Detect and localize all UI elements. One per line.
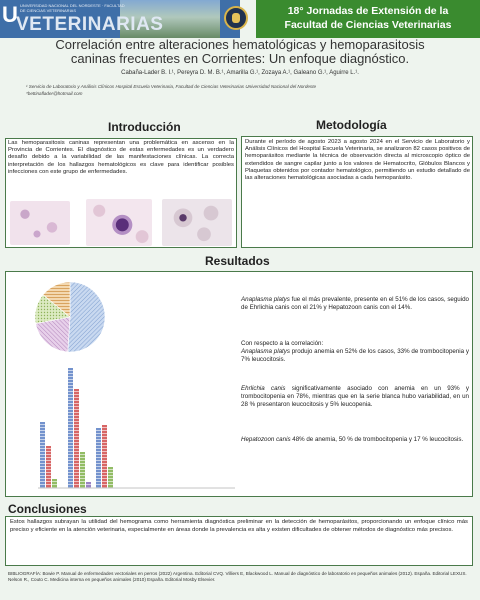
bar-1-2-seg — [80, 467, 85, 469]
banner-word: VETERINARIAS — [16, 14, 164, 35]
results-paragraph-4 — [241, 436, 469, 444]
bar-1-2-seg — [80, 476, 85, 478]
bar-1-2-seg — [80, 461, 85, 463]
bar-1-0-seg — [68, 455, 73, 457]
results-p2-intro: Con respecto a la correlación: — [241, 340, 324, 347]
species-anaplasma: Anaplasma platys — [241, 296, 290, 303]
bar-2-1-seg — [102, 470, 107, 472]
bar-1-0-seg — [68, 434, 73, 436]
results-paragraph-2 — [241, 340, 469, 363]
bar-2-0-seg — [96, 458, 101, 460]
bar-0-0-seg — [40, 467, 45, 469]
bar-0-0-seg — [40, 482, 45, 484]
bar-0-2-seg — [52, 482, 57, 484]
bar-1-1-seg — [74, 395, 79, 397]
bar-1-0-seg — [68, 404, 73, 406]
bar-0-1-seg — [46, 452, 51, 454]
bar-2-0-seg — [96, 443, 101, 445]
bar-2-0-seg — [96, 452, 101, 454]
bar-1-1-seg — [74, 413, 79, 415]
results-p2-text: produjo anemia en 52% de los casos, 33% de trombocitopenia y 7% leucocitosis. — [241, 347, 469, 363]
bar-1-1-seg — [74, 416, 79, 418]
event-title — [262, 4, 474, 32]
title-line-2: caninas frecuentes en Corrientes: Un enfoque diagnóstico. — [70, 51, 410, 66]
bar-1-0-seg — [68, 476, 73, 478]
bar-0-1-seg — [46, 485, 51, 487]
bar-2-1-seg — [102, 455, 107, 457]
bar-0-0-seg — [40, 434, 45, 436]
bar-0-0-seg — [40, 446, 45, 448]
bar-1-2-seg — [80, 470, 85, 472]
bar-1-0-seg — [68, 389, 73, 391]
bar-1-0-seg — [68, 467, 73, 469]
results-p3-text: significativamente asociado con anemia en un 93% y trombocitopenia en 78%, mientras que en la serie blanca hubo variabilidad, en un 28 % presentaron leucocitosis y 5% leucopenia. — [241, 385, 469, 408]
bar-1-1-seg — [74, 455, 79, 457]
bar-2-2-seg — [108, 470, 113, 472]
bar-0-0-seg — [40, 455, 45, 457]
bar-0-0-seg — [40, 485, 45, 487]
species-anaplasma-2: Anaplasma platys — [241, 347, 290, 355]
bar-0-0-seg — [40, 431, 45, 433]
bar-2-0-seg — [96, 482, 101, 484]
bar-1-0-seg — [68, 461, 73, 463]
bar-2-0-seg — [96, 437, 101, 439]
bar-1-2-seg — [80, 473, 85, 475]
bar-1-0-seg — [68, 386, 73, 388]
bar-1-0-seg — [68, 449, 73, 451]
results-paragraph-1 — [241, 296, 469, 312]
species-hepatozoon: Hepatozoon canis — [241, 436, 291, 443]
pie-slice-0 — [68, 282, 105, 352]
bar-2-1-seg — [102, 479, 107, 481]
bar-1-1-seg — [74, 446, 79, 448]
bar-2-1-seg — [102, 434, 107, 436]
bar-1-1-seg — [74, 461, 79, 463]
bar-2-2-seg — [108, 482, 113, 484]
poster-title — [10, 38, 470, 66]
bar-0-0-seg — [40, 473, 45, 475]
bar-1-1-seg — [74, 458, 79, 460]
bar-2-1-seg — [102, 449, 107, 451]
bar-2-1-seg — [102, 437, 107, 439]
bar-2-1-seg — [102, 485, 107, 487]
bar-0-0-seg — [40, 425, 45, 427]
bar-0-0-seg — [40, 449, 45, 451]
bar-1-0-seg — [68, 407, 73, 409]
bar-1-1-seg — [74, 473, 79, 475]
bar-1-1-seg — [74, 485, 79, 487]
bar-1-0-seg — [68, 401, 73, 403]
university-name: UNIVERSIDAD NACIONAL DEL NORDESTE · FACULTAD DE CIENCIAS VETERINARIAS — [20, 3, 125, 13]
bar-0-1-seg — [46, 446, 51, 448]
bar-2-0-seg — [96, 479, 101, 481]
bar-2-1-seg — [102, 446, 107, 448]
bar-2-1-seg — [102, 428, 107, 430]
bar-2-1-seg — [102, 467, 107, 469]
bar-1-0-seg — [68, 479, 73, 481]
species-ehrlichia: Ehrlichia canis — [241, 385, 286, 392]
bar-2-2-seg — [108, 485, 113, 487]
bar-1-1-seg — [74, 419, 79, 421]
title-line-1: Correlación entre alteraciones hematológicas y hemoparasitosis — [55, 37, 425, 52]
affiliation: ¹ Servicio de Laboratorio y Análisis Clínicos Hospital Escuela Veterinaria, Facultad de Ciencias Veterinarias Universidad Nacional del Nordeste — [26, 84, 317, 89]
bar-0-1-seg — [46, 455, 51, 457]
conclusions-text: Estos hallazgos subrayan la utilidad del hemograma como herramienta diagnóstica preliminar en la detección de hemoparásitos, proporcionando un enfoque clínico más preciso y eficiente en la atención veterinaria, especialmente en áreas donde la prevalencia es alta y existen dificultades de obtener métodos de diagnóstico más precisos. — [10, 519, 468, 533]
bar-1-2-seg — [80, 458, 85, 460]
bar-0-0-seg — [40, 440, 45, 442]
bar-1-0-seg — [68, 431, 73, 433]
bar-1-0-seg — [68, 425, 73, 427]
bar-2-2-seg — [108, 473, 113, 475]
bar-2-1-seg — [102, 443, 107, 445]
bar-2-2-seg — [108, 467, 113, 469]
bar-1-0-seg — [68, 464, 73, 466]
bar-1-0-seg — [68, 446, 73, 448]
bar-2-0-seg — [96, 440, 101, 442]
bar-2-1-seg — [102, 482, 107, 484]
bar-0-1-seg — [46, 473, 51, 475]
author-list: Cabaña-Lader B. I.¹, Pereyra D. M. B.¹, Amarilla G.¹, Zozaya A.¹, Galeano G.¹, Aguirre L.¹. — [121, 70, 359, 76]
bar-0-0-seg — [40, 458, 45, 460]
bar-1-0-seg — [68, 452, 73, 454]
bar-2-0-seg — [96, 431, 101, 433]
bar-1-1-seg — [74, 467, 79, 469]
bar-2-1-seg — [102, 452, 107, 454]
bar-1-1-seg — [74, 407, 79, 409]
bar-2-1-seg — [102, 440, 107, 442]
bar-1-1-seg — [74, 437, 79, 439]
bar-2-0-seg — [96, 446, 101, 448]
bar-1-1-seg — [74, 398, 79, 400]
bar-1-1-seg — [74, 389, 79, 391]
bar-0-0-seg — [40, 452, 45, 454]
contact-email: *bettinaflader@hotmail.com — [26, 91, 83, 96]
bar-1-0-seg — [68, 443, 73, 445]
bar-1-0-seg — [68, 383, 73, 385]
bar-1-1-seg — [74, 392, 79, 394]
bar-1-2-seg — [80, 479, 85, 481]
bar-1-0-seg — [68, 410, 73, 412]
bar-1-1-seg — [74, 464, 79, 466]
results-heading: Resultados — [205, 254, 270, 268]
results-paragraph-3 — [241, 385, 469, 408]
micrograph-image-1 — [10, 201, 70, 245]
bar-0-0-seg — [40, 479, 45, 481]
bar-2-1-seg — [102, 476, 107, 478]
bar-1-2-seg — [80, 452, 85, 454]
bar-2-0-seg — [96, 455, 101, 457]
bar-0-1-seg — [46, 476, 51, 478]
bar-1-1-seg — [74, 404, 79, 406]
bar-2-0-seg — [96, 464, 101, 466]
bar-2-0-seg — [96, 467, 101, 469]
bar-1-1-seg — [74, 479, 79, 481]
bar-2-0-seg — [96, 449, 101, 451]
bar-1-0-seg — [68, 398, 73, 400]
bar-1-0-seg — [68, 437, 73, 439]
bar-2-1-seg — [102, 464, 107, 466]
bar-1-1-seg — [74, 425, 79, 427]
bar-0-0-seg — [40, 464, 45, 466]
bar-2-1-seg — [102, 461, 107, 463]
bar-0-1-seg — [46, 479, 51, 481]
bar-1-0-seg — [68, 458, 73, 460]
bar-0-1-seg — [46, 449, 51, 451]
bar-0-2-seg — [52, 485, 57, 487]
bar-0-0-seg — [40, 476, 45, 478]
event-line-1: 18° Jornadas de Extensión de la — [287, 5, 449, 17]
bar-2-1-seg — [102, 425, 107, 427]
bar-2-0-seg — [96, 470, 101, 472]
bar-1-1-seg — [74, 482, 79, 484]
bar-1-1-seg — [74, 452, 79, 454]
faculty-seal-icon — [224, 6, 248, 30]
bar-1-1-seg — [74, 410, 79, 412]
bar-1-2-seg — [80, 485, 85, 487]
bar-1-0-seg — [68, 485, 73, 487]
bar-0-1-seg — [46, 482, 51, 484]
bar-1-3-seg — [86, 485, 91, 487]
bar-1-1-seg — [74, 440, 79, 442]
results-p1-text: fue el más prevalente, presente en el 51% de los casos, seguido de Ehrlichia canis con el 21% y Hepatozoon canis con el 14%. — [241, 296, 469, 311]
bar-2-0-seg — [96, 461, 101, 463]
bar-1-2-seg — [80, 455, 85, 457]
bar-1-1-seg — [74, 443, 79, 445]
bar-1-0-seg — [68, 395, 73, 397]
bar-0-0-seg — [40, 470, 45, 472]
bar-1-1-seg — [74, 470, 79, 472]
bar-1-0-seg — [68, 380, 73, 382]
bar-2-0-seg — [96, 485, 101, 487]
methods-heading: Metodología — [316, 118, 387, 132]
bar-0-0-seg — [40, 461, 45, 463]
bar-1-0-seg — [68, 416, 73, 418]
bar-2-1-seg — [102, 458, 107, 460]
intro-text: Las hemoparasitosis caninas representan una problemática en ascenso en la Provincia de Corrientes. El diagnóstico de estas enfermedades es un verdadero desafío debido a la variabilidad de las manifestaciones clínicas. La correcta interpretación de los hallazgos hematológicos es clave para identificar posibles infecciones con este grupo de enfermedades. — [8, 140, 234, 175]
bar-1-1-seg — [74, 476, 79, 478]
event-line-2: Facultad de Ciencias Veterinarias — [284, 19, 452, 31]
bar-0-1-seg — [46, 467, 51, 469]
bar-0-1-seg — [46, 470, 51, 472]
bar-0-0-seg — [40, 443, 45, 445]
bar-2-2-seg — [108, 476, 113, 478]
prevalence-pie-chart — [10, 275, 235, 355]
conclusions-heading: Conclusiones — [8, 502, 87, 516]
bar-1-0-seg — [68, 392, 73, 394]
bar-1-1-seg — [74, 449, 79, 451]
bar-2-0-seg — [96, 428, 101, 430]
bar-1-0-seg — [68, 482, 73, 484]
bar-1-0-seg — [68, 428, 73, 430]
bar-2-0-seg — [96, 473, 101, 475]
bar-1-1-seg — [74, 401, 79, 403]
university-logo: U — [2, 2, 18, 27]
bar-1-0-seg — [68, 377, 73, 379]
bar-1-0-seg — [68, 368, 73, 370]
bar-2-2-seg — [108, 479, 113, 481]
bar-1-0-seg — [68, 422, 73, 424]
bar-1-0-seg — [68, 413, 73, 415]
bar-1-0-seg — [68, 419, 73, 421]
bibliography: BIBLIOGRAFÍA: Bowie P. Manual de enfermedades vectoriales en perros (2022) Argentina. Editorial CVQ. Villiers E, Blackwood L. Manual de diagnóstico de laboratorio en pequeños animales (2012). España. Editorial LEXUS. Nelson R., Couto C. Medicina interna en pequeños animales (2010) España. Editorial Mosby Elsevier. — [8, 571, 467, 582]
correlation-bar-chart — [10, 352, 240, 494]
bar-1-0-seg — [68, 440, 73, 442]
bar-0-1-seg — [46, 461, 51, 463]
bar-0-2-seg — [52, 479, 57, 481]
bar-1-1-seg — [74, 431, 79, 433]
bar-1-1-seg — [74, 434, 79, 436]
bar-0-0-seg — [40, 437, 45, 439]
bar-0-0-seg — [40, 428, 45, 430]
bar-1-0-seg — [68, 374, 73, 376]
bar-2-1-seg — [102, 431, 107, 433]
intro-heading: Introducción — [108, 120, 181, 134]
bar-2-0-seg — [96, 476, 101, 478]
bar-1-0-seg — [68, 473, 73, 475]
micrograph-image-3 — [162, 199, 232, 246]
results-p4-text: 48% de anemia, 50 % de trombocitopenia y 17 % leucocitosis. — [290, 436, 464, 443]
bar-1-0-seg — [68, 470, 73, 472]
bar-2-1-seg — [102, 473, 107, 475]
bar-0-1-seg — [46, 464, 51, 466]
methods-text: Durante el período de agosto 2023 a agosto 2024 en el Servicio de Laboratorio y Análisis Clínicos del Hospital Escuela Veterinaria, se analizaron 82 casos positivos de hemoparásitos mediante la técnica de observación directa al microscopio óptico de extendidos de sangre capilar junto a los valores de Hematocrito, Glóbulos Blancos y Plaquetas obtenidos por contador hematológico, permitiendo un estudio detallado de las alteraciones hematológicas asociadas a cada hemoparásito. — [245, 139, 470, 182]
bar-1-2-seg — [80, 482, 85, 484]
bar-1-1-seg — [74, 428, 79, 430]
bar-0-1-seg — [46, 458, 51, 460]
bar-1-3-seg — [86, 482, 91, 484]
bar-1-1-seg — [74, 422, 79, 424]
bar-1-2-seg — [80, 464, 85, 466]
micrograph-image-2 — [86, 199, 152, 246]
bar-1-0-seg — [68, 371, 73, 373]
bar-0-0-seg — [40, 422, 45, 424]
bar-2-0-seg — [96, 434, 101, 436]
